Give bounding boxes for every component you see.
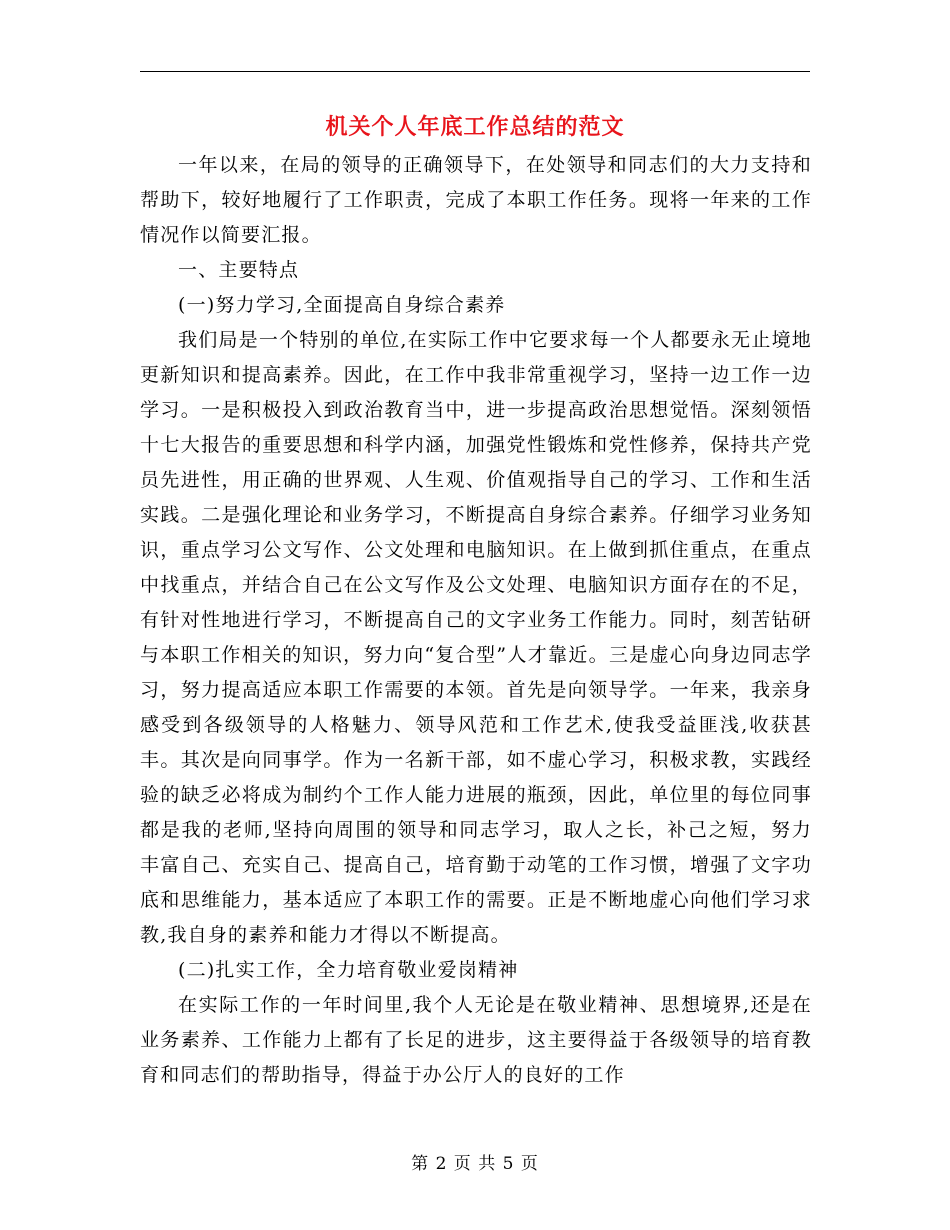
study-paragraph: 我们局是一个特别的单位,在实际工作中它要求每一个人都要永无止境地更新知识和提高素养。因此，在工作中我非常重视学习，坚持一边工作一边学习。一是积极投入到政治教育当中，进一步提高政治思想觉悟。深刻领悟十七大报告的重要思想和科学内涵，加强党性锻炼和党性修养，保持共产党员先进性，用正确的世界观、人生观、价值观指导自己的学习、工作和生活实践。二是强化理论和业务学习，不断提高自身综合素养。仔细学习业务知识，重点学习公文写作、公文处理和电脑知识。在上做到抓住重点，在重点中找重点，并结合自己在公文写作及公文处理、电脑知识方面存在的不足，有针对性地进行学习，不断提高自己的文字业务工作能力。同时，刻苦钻研与本职工作相关的知识，努力向“复合型”人才靠近。三是虚心向身边同志学习，努力提高适应本职工作需要的本领。首先是向领导学。一年来，我亲身感受到各级领导的人格魅力、领导风范和工作艺术,使我受益匪浅,收获甚丰。其次是向同事学。作为一名新干部，如不虚心学习，积极求教，实践经验的缺乏必将成为制约个工作人能力进展的瓶颈，因此，单位里的每位同事都是我的老师,坚持向周围的领导和同志学习，取人之长，补己之短，努力丰富自己、充实自己、提高自己，培育勤于动笔的工作习惯，增强了文字功底和思维能力，基本适应了本职工作的需要。正是不断地虚心向他们学习求教,我自身的素养和能力才得以不断提高。 [140,329,812,946]
intro-paragraph: 一年以来，在局的领导的正确领导下，在处领导和同志们的大力支持和帮助下，较好地履行了工作职责，完成了本职工作任务。现将一年来的工作情况作以简要汇报。 [140,154,812,246]
subsection-heading-study: (一)努力学习,全面提高自身综合素养 [178,294,506,316]
section-heading-main-features: 一、主要特点 [178,259,300,281]
subsection-heading-work: (二)扎实工作，全力培育敬业爱岗精神 [178,959,519,981]
page-number-footer: 第 2 页 共 5 页 [411,1154,539,1174]
document-title: 机关个人年底工作总结的范文 [325,114,625,140]
header-rule [140,71,810,72]
work-paragraph: 在实际工作的一年时间里,我个人无论是在敬业精神、思想境界,还是在业务素养、工作能力上都有了长足的进步，这主要得益于各级领导的培育教育和同志们的帮助指导，得益于办公厅人的良好的工作 [140,994,812,1086]
document-body [140,148,812,1093]
